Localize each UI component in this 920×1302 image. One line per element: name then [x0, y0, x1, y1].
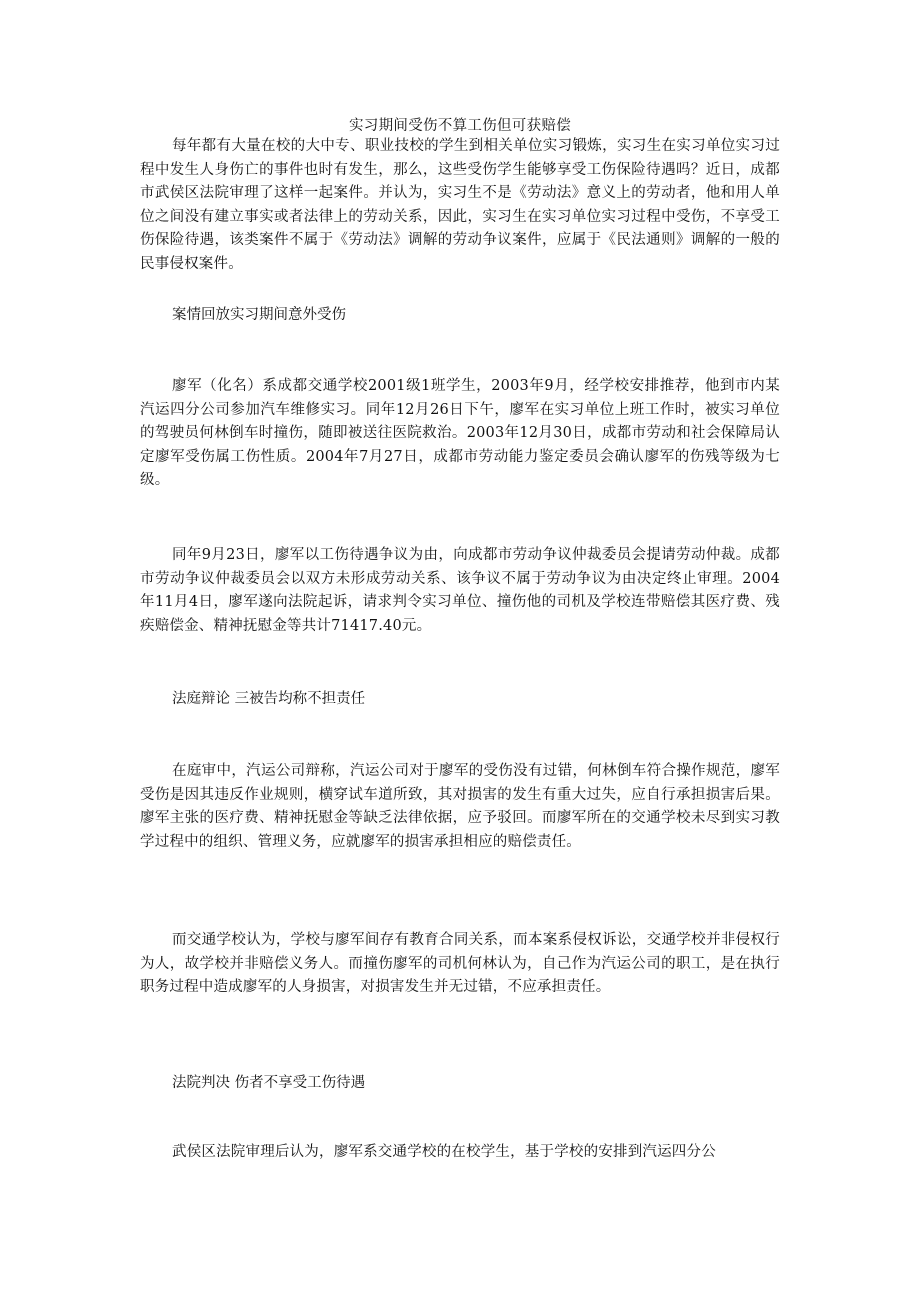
section-heading-court-ruling: 法院判决 伤者不享受工伤待遇	[172, 1075, 366, 1091]
section-heading-case-review: 案情回放实习期间意外受伤	[172, 307, 346, 323]
debate-paragraph-2: 而交通学校认为，学校与廖军间存有教育合同关系，而本案系侵权诉讼，交通学校并非侵权行为人，故学校并非赔偿义务人。而撞伤廖军的司机何林认为，自己作为汽运公司的职工，是在执行职务过程中造成廖军的人身损害，对损害发生并无过错，不应承担责任。	[140, 932, 780, 996]
document-title: 实习期间受伤不算工伤但可获赔偿	[349, 118, 571, 134]
debate-paragraph-1: 在庭审中，汽运公司辩称，汽运公司对于廖军的受伤没有过错，何林倒车符合操作规范，廖军受伤是因其违反作业规则，横穿试车道所致，其对损害的发生有重大过失，应自行承担损害后果。廖军主张的医疗费、精神抚慰金等缺乏法律依据，应予驳回。而廖军所在的交通学校未尽到实习教学过程中的组织、管理义务，应就廖军的损害承担相应的赔偿责任。	[140, 763, 780, 850]
section-heading-court-debate: 法庭辩论 三被告均称不担责任	[172, 691, 366, 707]
intro-paragraph: 每年都有大量在校的大中专、职业技校的学生到相关单位实习锻炼，实习生在实习单位实习过程中发生人身伤亡的事件也时有发生，那么，这些受伤学生能够享受工伤保险待遇吗？近日，成都市武侯区法院审理了这样一起案件。并认为，实习生不是《劳动法》意义上的劳动者，他和用人单位之间没有建立事实或者法律上的劳动关系，因此，实习生在实习单位实习过程中受伤，不享受工伤保险待遇，该类案件不属于《劳动法》调解的劳动争议案件，应属于《民法通则》调解的一般的民事侵权案件。	[140, 138, 780, 272]
case-paragraph-1: 廖军（化名）系成都交通学校2001级1班学生，2003年9月，经学校安排推荐，他到市内某汽运四分公司参加汽车维修实习。同年12月26日下午，廖军在实习单位上班工作时，被实习单位的驾驶员何林倒车时撞伤，随即被送往医院救治。2003年12月30日，成都市劳动和社会保障局认定廖军受伤属工伤性质。2004年7月27日，成都市劳动能力鉴定委员会确认廖军的伤残等级为七级。	[140, 378, 780, 489]
judgment-paragraph: 武侯区法院审理后认为，廖军系交通学校的在校学生，基于学校的安排到汽运四分公	[172, 1144, 716, 1160]
case-paragraph-2: 同年9月23日，廖军以工伤待遇争议为由，向成都市劳动争议仲裁委员会提请劳动仲裁。成都市劳动争议仲裁委员会以双方未形成劳动关系、该争议不属于劳动争议为由决定终止审理。2004年11月4日，廖军遂向法院起诉，请求判令实习单位、撞伤他的司机及学校连带赔偿其医疗费、残疾赔偿金、精神抚慰金等共计71417.40元。	[140, 547, 780, 634]
